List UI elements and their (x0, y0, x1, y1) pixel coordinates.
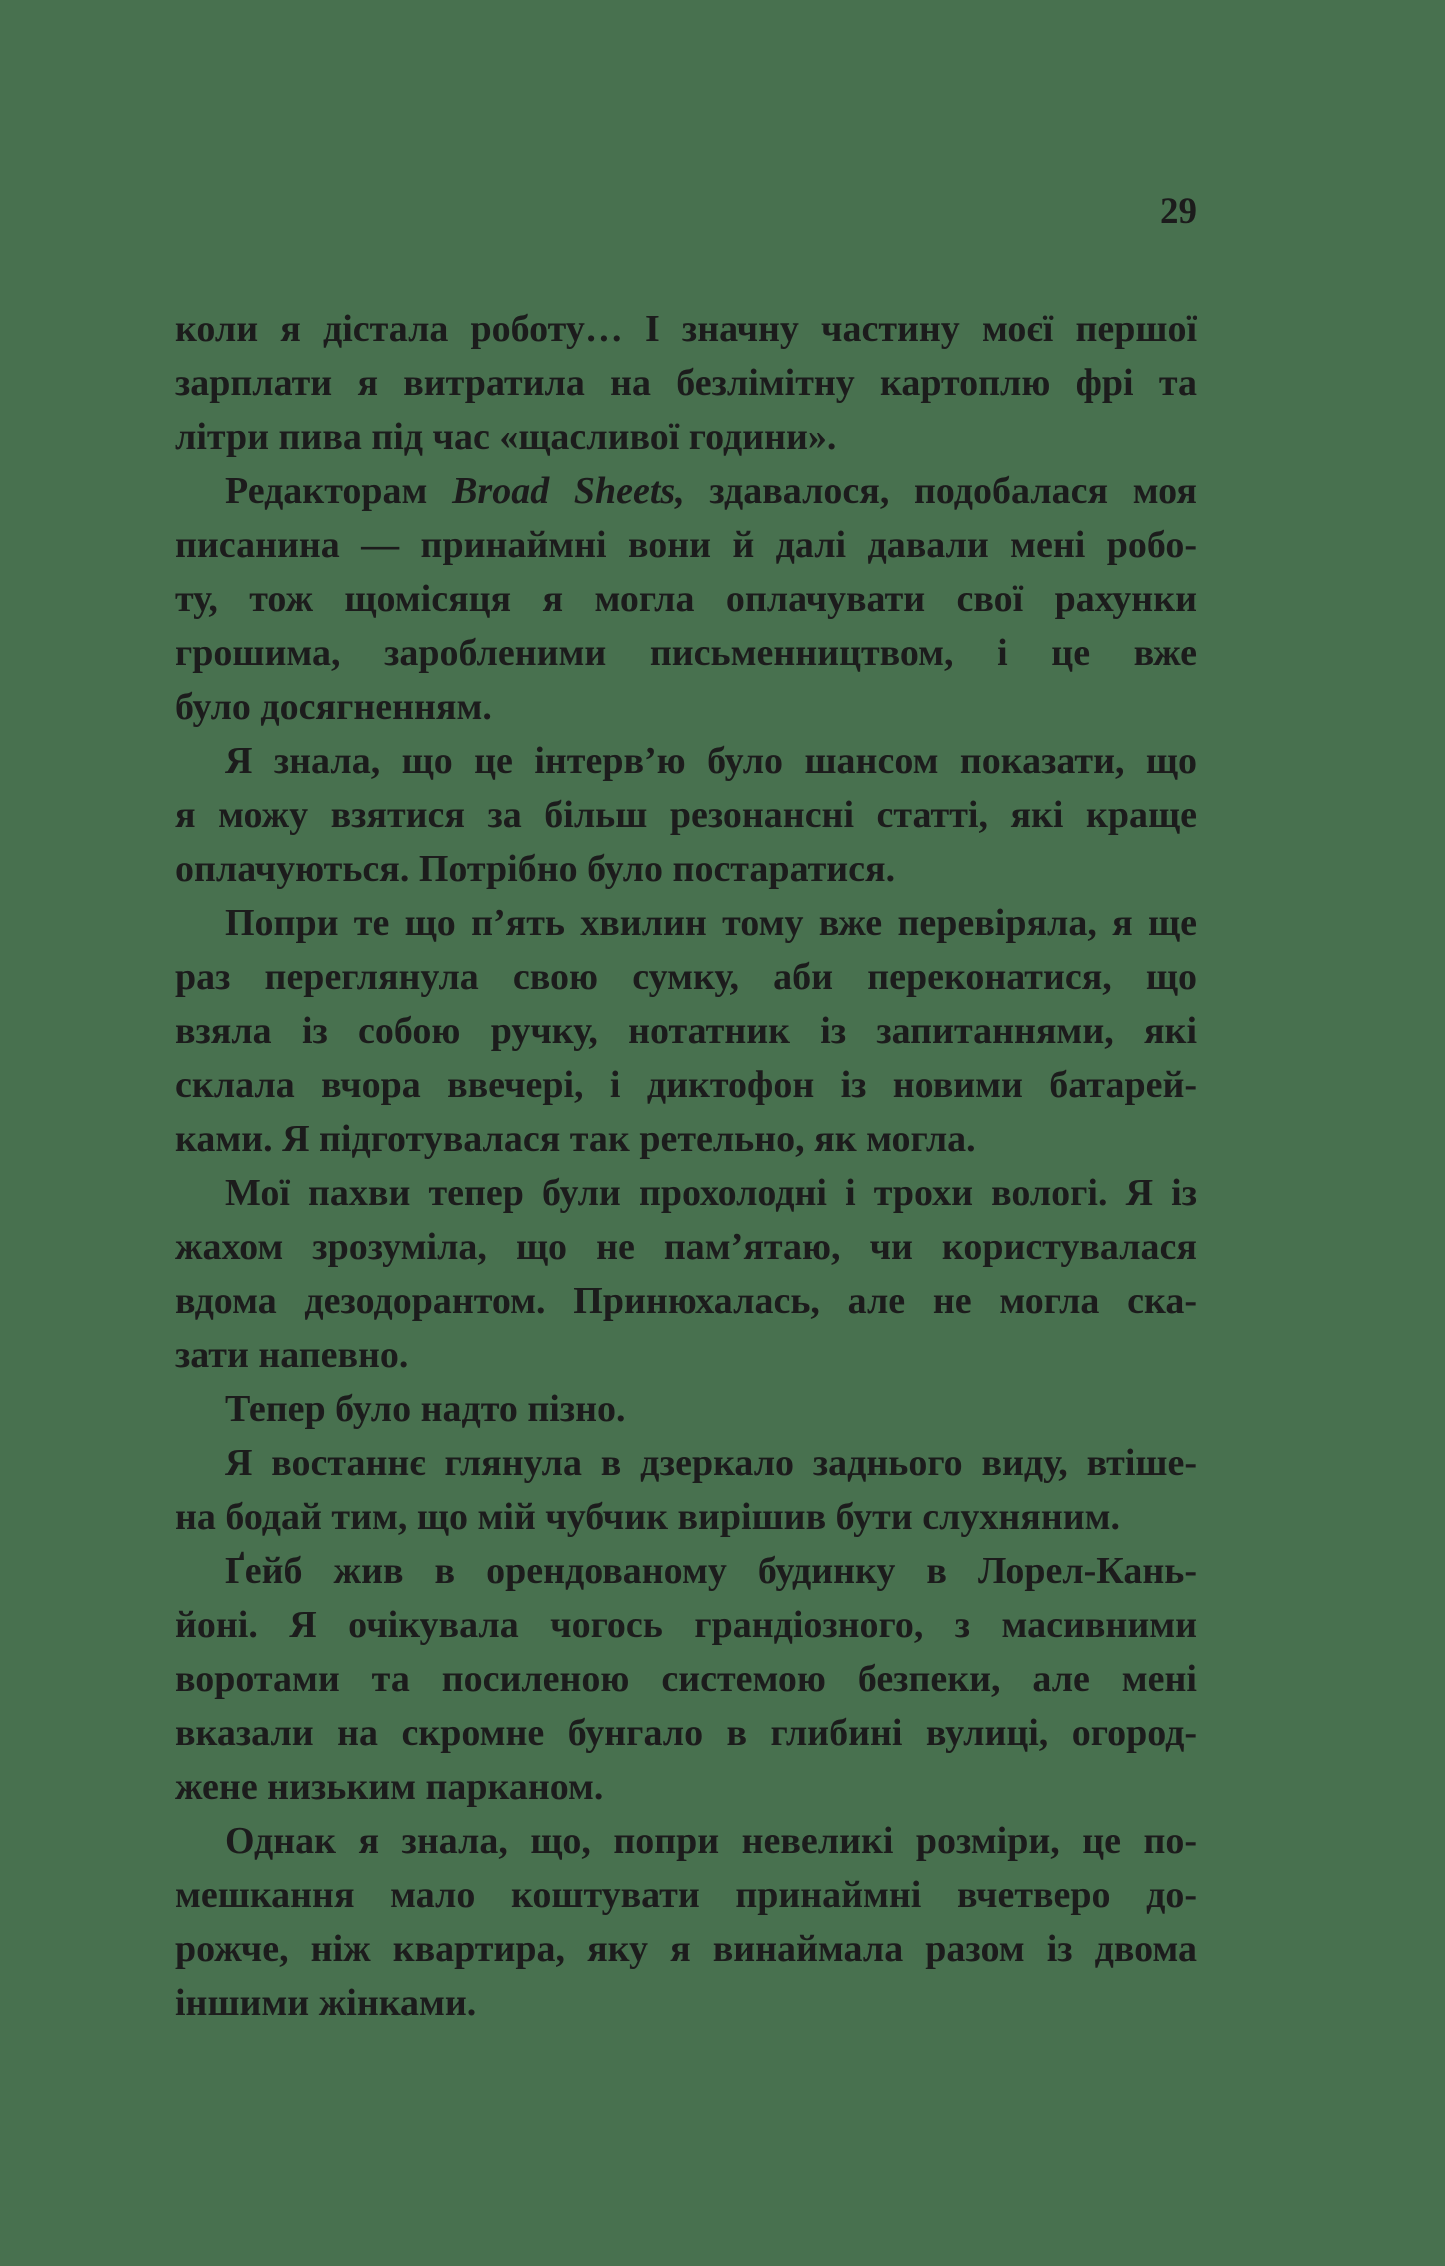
text-line: жахом зрозуміла, що не пам’ятаю, чи користувалася (175, 1226, 1197, 1268)
text-line: іншими жінками. (175, 1982, 477, 2024)
text-line: Мої пахви тепер були прохолодні і трохи вологі. Я із (225, 1172, 1197, 1214)
text-line: на бодай тим, що мій чубчик вирішив бути слухняним. (175, 1496, 1121, 1538)
text-line: воротами та посиленою системою безпеки, але мені (175, 1658, 1197, 1700)
text-line: йоні. Я очікувала чогось грандіозного, з масивними (175, 1604, 1197, 1646)
text-line: Я знала, що це інтерв’ю було шансом показати, що (225, 740, 1197, 782)
text-line: грошима, заробленими письменництвом, і це вже (175, 632, 1197, 674)
text-line: зарплати я витратила на безлімітну картоплю фрі та (175, 362, 1197, 404)
text-line: Однак я знала, що, попри невеликі розміри, це по- (225, 1820, 1197, 1862)
text-line: вдома дезодорантом. Принюхалась, але не могла ска- (175, 1280, 1197, 1322)
text-segment: здавалося, подобалася моя (684, 470, 1197, 512)
text-line: вказали на скромне бунгало в глибині вулиці, огород- (175, 1712, 1197, 1754)
text-line: ту, тож щомісяця я могла оплачувати свої рахунки (175, 578, 1197, 620)
text-line: Попри те що п’ять хвилин тому вже перевіряла, я ще (225, 902, 1197, 944)
text-line (175, 464, 1197, 518)
magazine-title-italic: Broad Sheets, (452, 470, 685, 512)
text-line: ками. Я підготувалася так ретельно, як могла. (175, 1118, 976, 1160)
text-line: писанина — принаймні вони й далі давали мені робо- (175, 524, 1197, 566)
text-segment: Редакторам (225, 470, 453, 512)
text-line: склала вчора ввечері, і диктофон із новими батарей- (175, 1064, 1197, 1106)
text-line: оплачуються. Потрібно було постаратися. (175, 848, 896, 890)
text-line: літри пива під час «щасливої години». (175, 416, 837, 458)
page-number: 29 (1160, 191, 1197, 232)
text-line: Ґейб жив в орендованому будинку в Лорел-Кань- (225, 1550, 1197, 1592)
text-line: раз переглянула свою сумку, аби переконатися, що (175, 956, 1197, 998)
text-line: Тепер було надто пізно. (225, 1388, 626, 1430)
text-line: жене низьким парканом. (175, 1766, 604, 1808)
text-line: було досягненням. (175, 686, 492, 728)
text-line: мешкання мало коштувати принаймні вчетверо до- (175, 1874, 1197, 1916)
text-line: я можу взятися за більш резонансні статті, які краще (175, 794, 1197, 836)
text-line: рожче, ніж квартира, яку я винаймала разом із двома (175, 1928, 1197, 1970)
text-line: Я востаннє глянула в дзеркало заднього виду, втіше- (225, 1442, 1197, 1484)
body-text (175, 302, 1197, 2030)
text-line: зати напевно. (175, 1334, 409, 1376)
text-line: коли я дістала роботу… І значну частину моєї першої (175, 308, 1197, 350)
text-line: взяла із собою ручку, нотатник із запитаннями, які (175, 1010, 1197, 1052)
